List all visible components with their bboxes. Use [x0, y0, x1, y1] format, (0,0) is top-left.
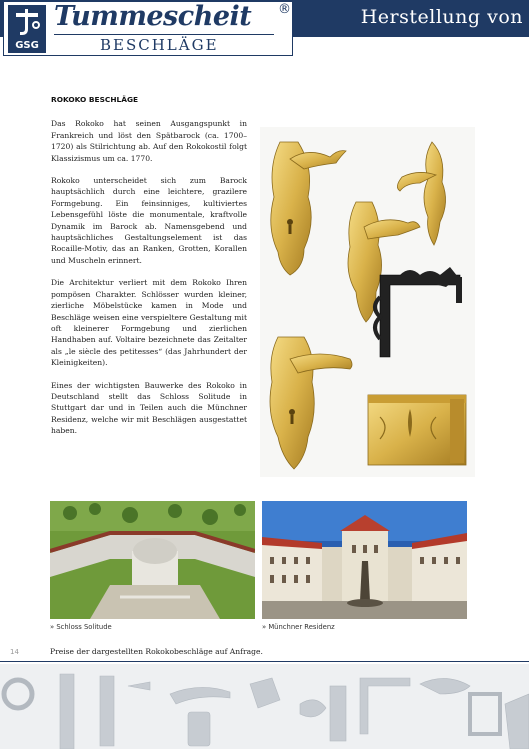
product-photo-collage	[260, 127, 475, 477]
caption-schloss-solitude: » Schloss Solitude	[50, 623, 112, 631]
residence-courtyard-image	[262, 501, 467, 619]
logo-gsg-text: GSG	[15, 40, 39, 51]
article-paragraph: Eines der wichtigsten Bauwerke des Rokoko in Deutschland stellt das Schloss Solitude in Stuttgart dar und in Teilen auch die Münchner Residenz, welche wir mit Beschlägen ausgestattet haben.	[51, 380, 247, 436]
article-paragraph: Die Architektur verliert mit dem Rokoko Ihren pompösen Charakter. Schlösser wurden kleiner, zierliche Möbelstücke kamen in Mode und Beschläge weisen eine verspieltere Gestaltung mit oft kleinerer Formgebung und zierlichen Handhaben auf. Voltaire bezeichnete das Zeitalter als „le siècle des petitesses“ (das Jahrhundert der Kleinigkeiten).	[51, 278, 247, 368]
photo-schloss-solitude	[50, 501, 255, 619]
palace-aerial-image	[50, 501, 255, 619]
decorative-fittings-strip	[0, 664, 529, 749]
article-text	[51, 94, 247, 448]
page-header	[0, 0, 529, 58]
logo-emblem	[8, 5, 46, 53]
header-section-title: Herstellung von	[360, 6, 523, 28]
article-title: ROKOKO BESCHLÄGE	[51, 95, 139, 104]
photo-muenchner-residenz	[262, 501, 467, 619]
article-paragraph: Das Rokoko hat seinen Ausgangspunkt in Frankreich und löst den Spätbarock (ca. 1700–1720) als Stilrichtung ab. Auf den Rokokostil folgt Klassizismus um ca. 1770.	[51, 119, 247, 163]
rococo-fittings-image	[260, 127, 475, 477]
brand-logo[interactable]	[3, 1, 293, 56]
hammer-key-icon	[12, 7, 42, 39]
article-paragraph: Rokoko unterscheidet sich zum Barock hauptsächlich durch eine leichtere, grazilere Formgebung. Ein feinsinniges, kultiviertes Lebensgefühl löste die monumentale, kraftvolle Dynamik im Barock ab. Namensgebend und hauptsächliches Gestaltungselement ist das Rocaille-Motiv, das an Ranken, Grotten, Korallen und Muscheln erinnert.	[51, 176, 247, 265]
fittings-silhouettes-icon	[0, 664, 529, 749]
registered-mark: ®	[278, 2, 291, 17]
logo-brand-name: Tummescheit	[54, 1, 252, 32]
page-number: 14	[10, 648, 19, 656]
footer-divider	[0, 661, 529, 662]
logo-subtitle: BESCHLÄGE	[100, 36, 219, 54]
logo-divider	[54, 34, 274, 35]
caption-muenchner-residenz: » Münchner Residenz	[262, 623, 335, 631]
price-note: Preise der dargestellten Rokokobeschläge auf Anfrage.	[50, 647, 263, 656]
